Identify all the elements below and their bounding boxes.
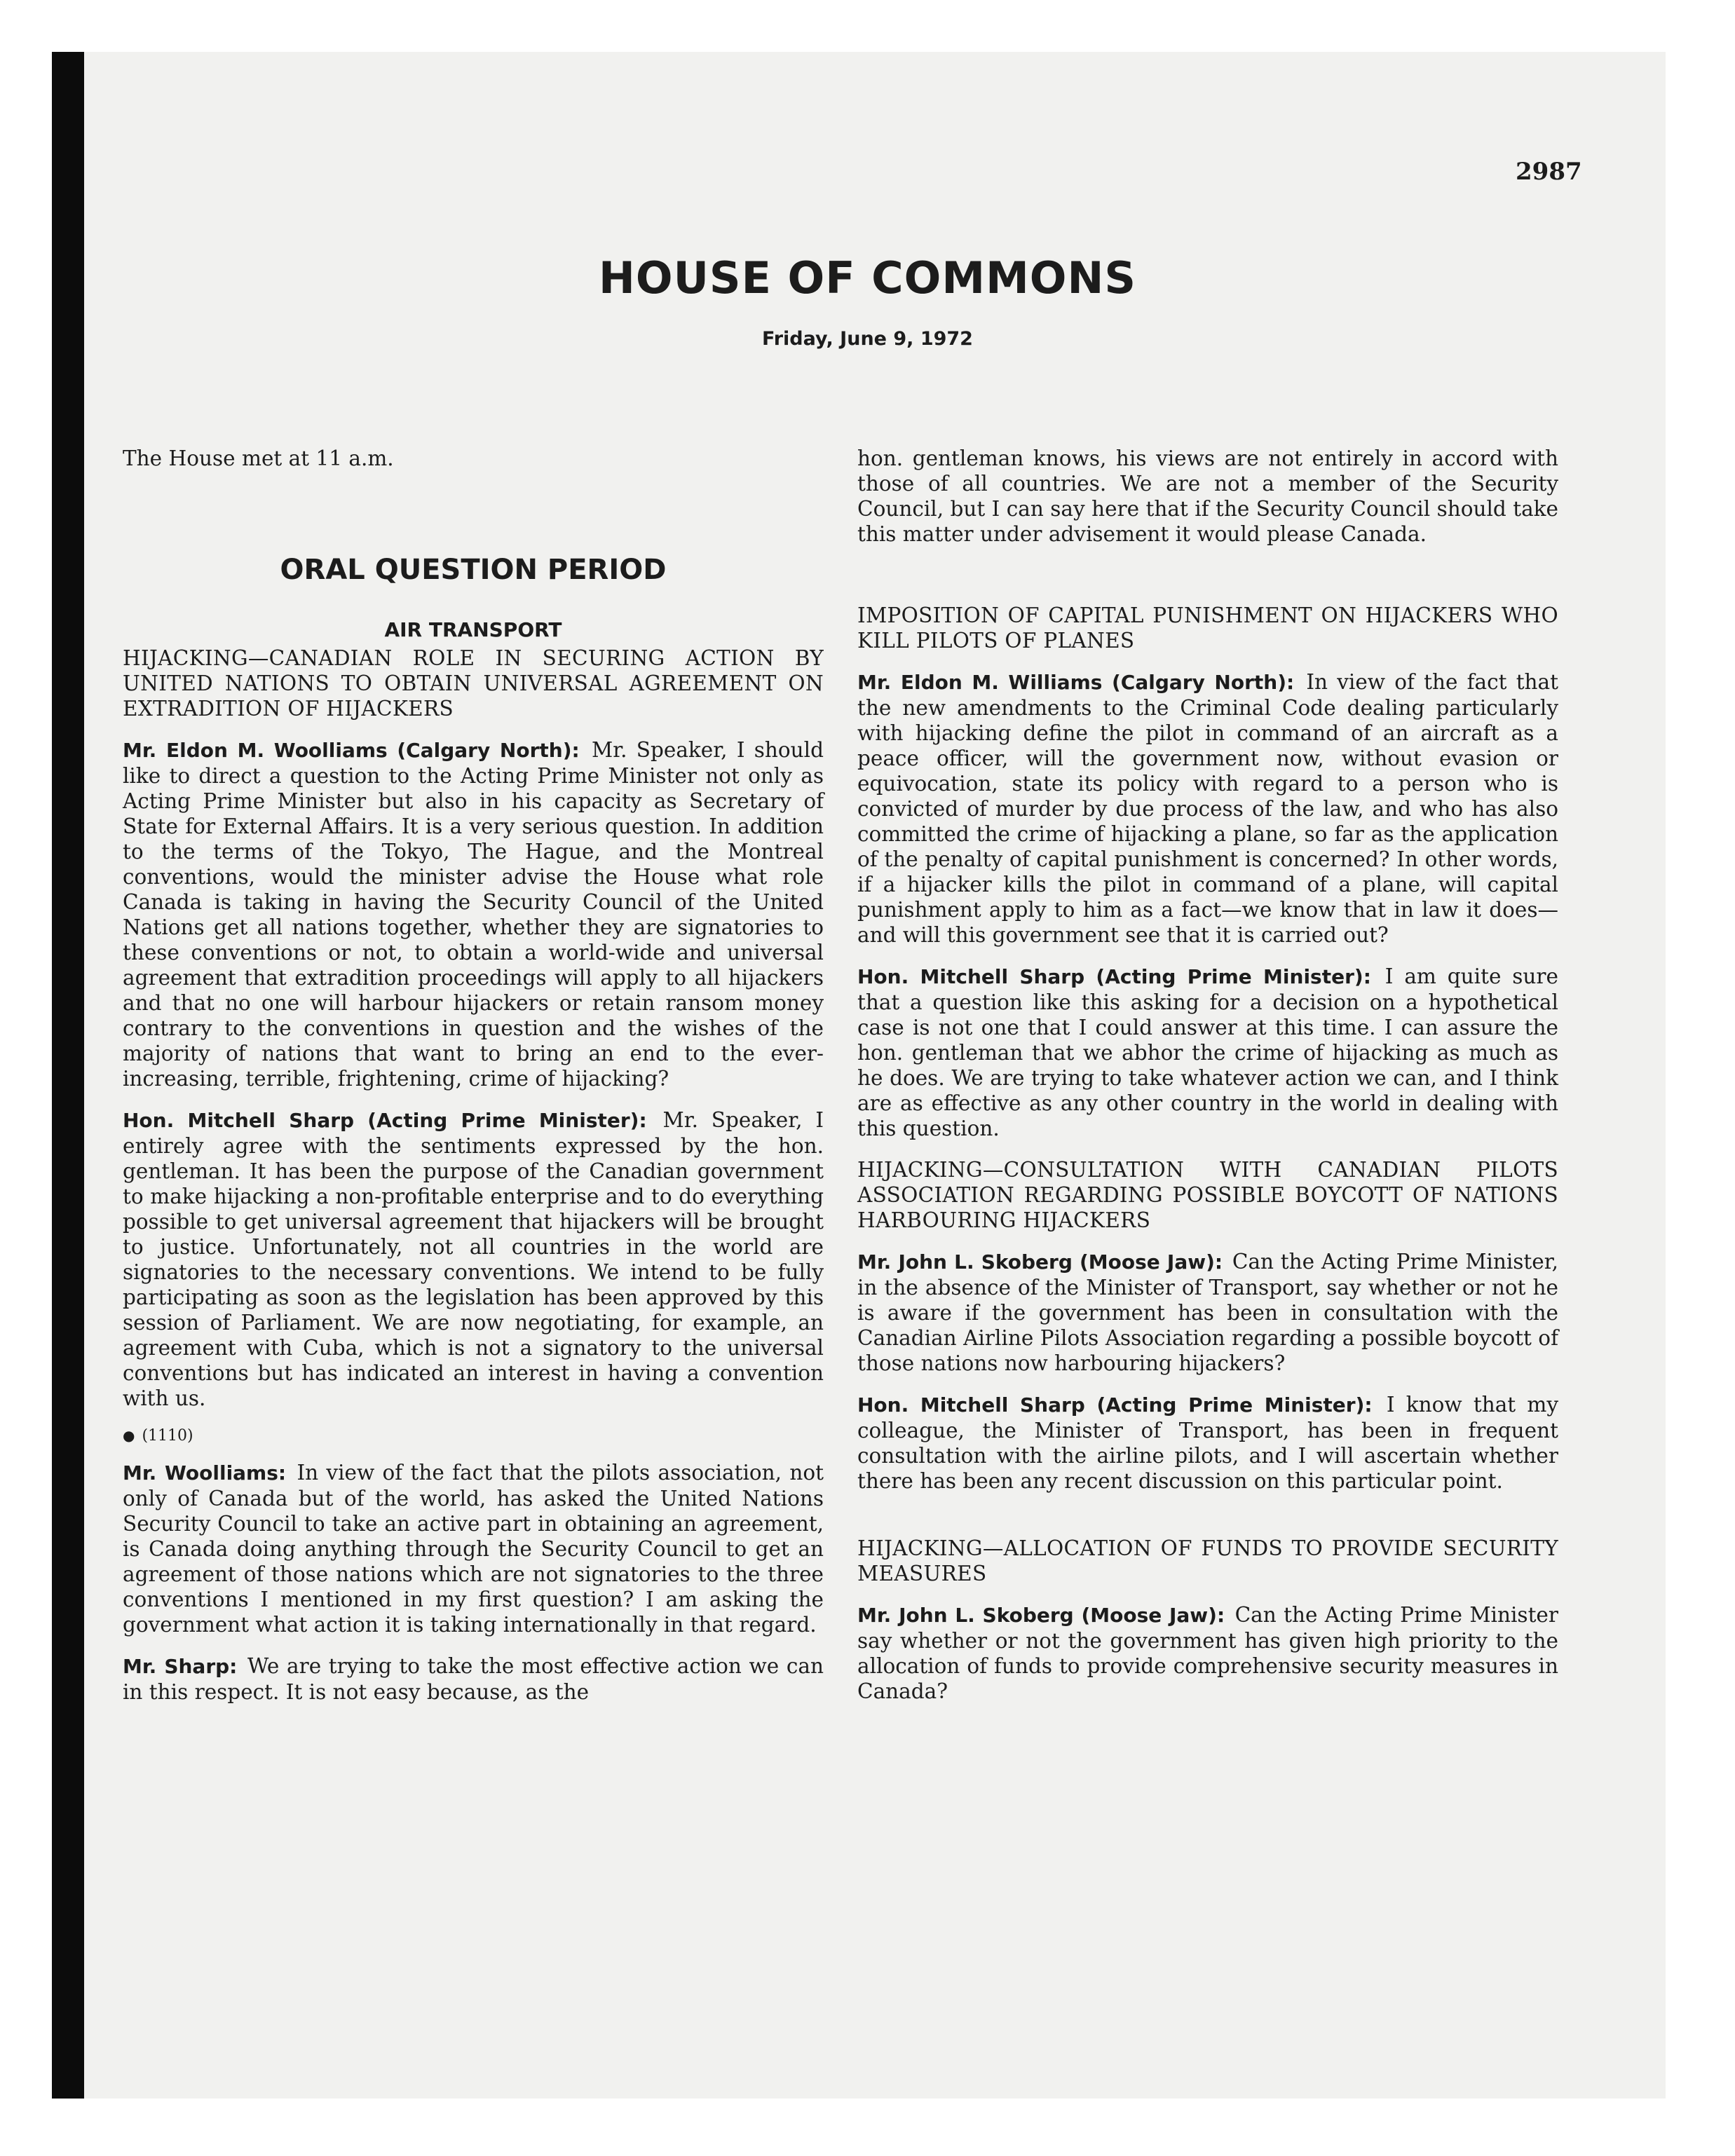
speech-paragraph [857, 1392, 1558, 1494]
time-marker [123, 1427, 824, 1445]
speaker-name: Mr. Eldon M. Woolliams (Calgary North): [123, 739, 580, 762]
speech-text: Can the Acting Prime Minister, in the absence of the Minister of Transport, say whether or not he is aware if the government has been in consultation with the Canadian Airline Pilots Association regarding a possible boycott of those nations now harbouring hijackers? [857, 1250, 1558, 1375]
page-title: HOUSE OF COMMONS [598, 252, 1137, 303]
left-column [123, 446, 824, 1721]
speaker-name: Mr. Eldon M. Williams (Calgary North): [857, 671, 1295, 694]
house-met-line: The House met at 11 a.m. [123, 446, 394, 470]
speech-text: I know that my colleague, the Minister of Transport, has been in frequent consultation with the airline pilots, and I will ascertain whether there has been any recent discussion on this particular point. [857, 1393, 1559, 1493]
speech-text: hon. gentleman knows, his views are not entirely in accord with those of all countries. We are not a member of the Security Council, but I can say here that if the Security Council should take this matter under advisement it would please Canada. [857, 446, 1558, 546]
speech-paragraph [857, 1249, 1558, 1376]
speech-text: Mr. Speaker, I should like to direct a question to the Acting Prime Minister not only as Acting Prime Minister but also in his capacity as Secretary of State for External Affairs. It is a very serious question. In addition to the terms of the Tokyo, The Hague, and the Montreal conventions, would the minister advise the House what role Canada is taking in having the Security Council of the United Nations get all nations together, whether they are signatories to these conventions or not, to obtain a world-wide and universal agreement that extradition proceedings will apply to all hijackers and that no one will harbour hijackers or retain ransom money contrary to the conventions in question and the wishes of the majority of nations that want to bring an end to the ever-increasing, terrible, frightening, crime of hijacking? [123, 738, 824, 1091]
subheading: HIJACKING—CANADIAN ROLE IN SECURING ACTION BY UNITED NATIONS TO OBTAIN UNIVERSAL AGREEMENT ON EXTRADITION OF HIJACKERS [123, 646, 824, 721]
speech-text: I am quite sure that a question like this asking for a decision on a hypothetical case is not one that I could answer at this time. I can assure the hon. gentleman that we abhor the crime of hijacking as much as he does. We are trying to take whatever action we can, and I think are as effective as any other country in the world in dealing with this question. [857, 964, 1558, 1140]
subheading: IMPOSITION OF CAPITAL PUNISHMENT ON HIJACKERS WHO KILL PILOTS OF PLANES [857, 603, 1558, 653]
binding-edge [52, 52, 84, 2099]
right-column [857, 446, 1558, 1720]
bullet-icon: ● [123, 1427, 135, 1444]
speaker-name: Hon. Mitchell Sharp (Acting Prime Minister): [857, 965, 1371, 988]
speech-paragraph [123, 737, 824, 1091]
subheading: HIJACKING—CONSULTATION WITH CANADIAN PILOTS ASSOCIATION REGARDING POSSIBLE BOYCOTT OF NATIONS HARBOURING HIJACKERS [857, 1158, 1558, 1232]
speech-paragraph [123, 1107, 824, 1411]
page-number: 2987 [1516, 158, 1582, 186]
subheading: HIJACKING—ALLOCATION OF FUNDS TO PROVIDE SECURITY MEASURES [857, 1536, 1558, 1585]
speech-text: We are trying to take the most effective action we can in this respect. It is not easy because, as the [123, 1654, 824, 1704]
section-heading: ORAL QUESTION PERIOD [280, 554, 667, 586]
time-marker-text: (1110) [142, 1427, 193, 1445]
speech-text: Mr. Speaker, I entirely agree with the sentiments expressed by the hon. gentleman. It has been the purpose of the Canadian government to make hijacking a non-profitable enterprise and to do everything possible to get universal agreement that hijackers will be brought to justice. Unfortunately, not all countries in the world are signatories to the necessary conventions. We intend to be fully participating as soon as the legislation has been approved by this session of Parliament. We are now negotiating, for example, an agreement with Cuba, which is not a signatory to the universal conventions but has indicated an interest in having a convention with us. [123, 1108, 824, 1410]
speech-paragraph [857, 446, 1558, 547]
speech-paragraph [123, 1460, 824, 1637]
sitting-date: Friday, June 9, 1972 [762, 328, 973, 350]
speaker-name: Hon. Mitchell Sharp (Acting Prime Minister): [123, 1109, 647, 1132]
speaker-name: Mr. John L. Skoberg (Moose Jaw): [857, 1604, 1225, 1627]
speech-paragraph [857, 669, 1558, 948]
speech-text: Can the Acting Prime Minister say whether or not the government has given high priority to the allocation of funds to provide comprehensive security measures in Canada? [857, 1603, 1558, 1703]
speech-text: In view of the fact that the new amendments to the Criminal Code dealing particularly with hijacking define the pilot in command of an aircraft as a peace officer, will the government now, without evasion or equivocation, state its policy with regard to a person who is convicted of murder by due process of the law, and who has also committed the crime of hijacking a plane, so far as the application of the penalty of capital punishment is concerned? In other words, if a hijacker kills the pilot in command of a plane, will capital punishment apply to him as a fact—we know that in law it does—and will this government see that it is carried out? [857, 670, 1558, 947]
speaker-name: Hon. Mitchell Sharp (Acting Prime Minister): [857, 1393, 1373, 1417]
speech-text: In view of the fact that the pilots association, not only of Canada but of the world, has asked the United Nations Security Council to take an active part in obtaining an agreement, is Canada doing anything through the Security Council to get an agreement of those nations which are not signatories to the three conventions I mentioned in my first question? I am asking the government what action it is taking internationally in that regard. [123, 1461, 824, 1637]
speaker-name: Mr. John L. Skoberg (Moose Jaw): [857, 1250, 1223, 1274]
speech-paragraph [857, 1602, 1558, 1704]
speech-paragraph [857, 964, 1558, 1141]
speech-paragraph [123, 1653, 824, 1705]
topic-heading: AIR TRANSPORT [384, 618, 562, 641]
speaker-name: Mr. Woolliams: [123, 1461, 287, 1485]
speaker-name: Mr. Sharp: [123, 1655, 238, 1678]
